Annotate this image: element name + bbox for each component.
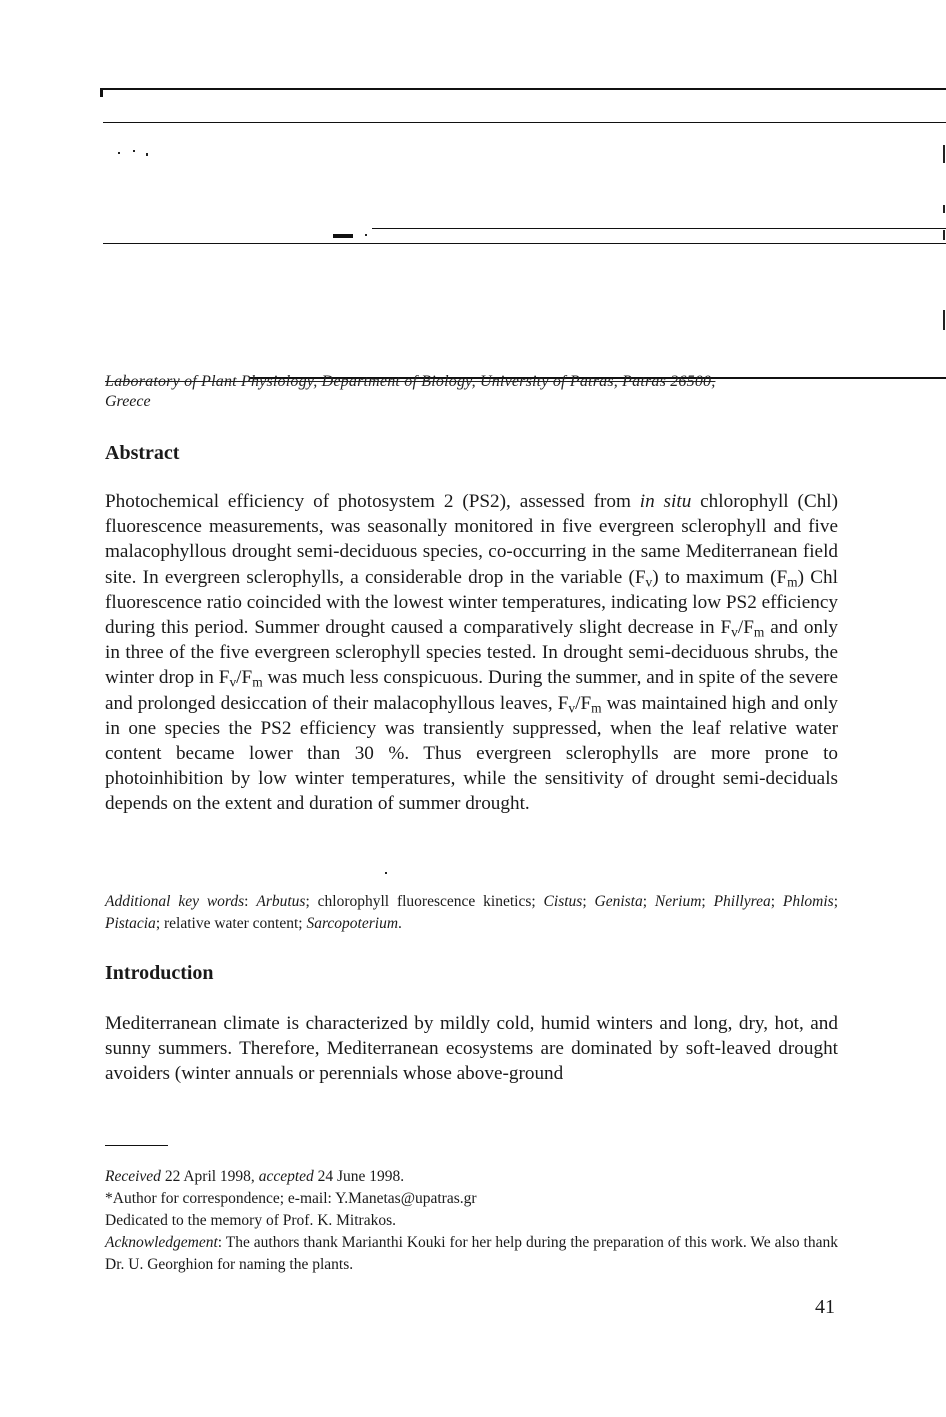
scan-speck bbox=[943, 230, 945, 240]
keyword: Phlomis bbox=[782, 893, 834, 910]
scan-speck bbox=[943, 145, 945, 163]
abstract-text: ) to maximum (F bbox=[652, 566, 788, 588]
subscript-v: v bbox=[645, 573, 653, 589]
header-rule-top-tick bbox=[100, 88, 103, 97]
acknowledgement bbox=[105, 1232, 838, 1276]
received-date: 22 April 1998, bbox=[160, 1168, 259, 1185]
abstract-body bbox=[105, 489, 838, 817]
scan-speck bbox=[943, 310, 945, 330]
scan-speck bbox=[118, 152, 120, 154]
keyword: Cistus bbox=[543, 893, 583, 910]
abstract-heading: Abstract bbox=[105, 442, 180, 464]
dedication-line: Dedicated to the memory of Prof. K. Mitrakos. bbox=[105, 1212, 396, 1229]
keywords-sep: : bbox=[244, 893, 257, 910]
keywords-sep: ; relative water content; bbox=[155, 915, 307, 932]
abstract-text: /F bbox=[575, 692, 592, 714]
keywords-sep: ; bbox=[582, 893, 595, 910]
received-label: Received bbox=[105, 1168, 161, 1185]
header-rule-tick bbox=[333, 234, 353, 238]
abstract-text: chlorophyll (Chl) fluorescence measurements, was seasonally monitored in five evergreen sclerophyll and five malacophyllous drought semi-deciduous species, co-occurring in the same Mediterranean field site. In evergreen sclerophylls, a considerable drop in the variable (F bbox=[105, 491, 839, 588]
acknowledgement-label: Acknowledgement bbox=[105, 1234, 218, 1251]
scan-speck bbox=[365, 234, 367, 236]
scan-speck bbox=[146, 153, 148, 156]
keyword: Phillyrea bbox=[713, 893, 771, 910]
abstract-text: and only in three of the five evergreen sclerophyll species tested. In drought semi-deciduous shrubs, the winter drop in F bbox=[105, 617, 838, 689]
introduction-text: Mediterranean climate is characterized by mildly cold, humid winters and long, dry, hot, and sunny summers. Therefore, Mediterranean ecosystems are dominated by soft-leaved drought avoiders (winter annuals or perennials whose above-ground bbox=[105, 1013, 838, 1085]
keyword: Genista bbox=[594, 893, 643, 910]
abstract-text: /F bbox=[236, 667, 253, 689]
keyword: Nerium bbox=[654, 893, 702, 910]
abstract-text: was maintained high and only in one species the PS2 efficiency was transiently suppressed, when the leaf relative water content became lower than 30 %. Thus evergreen sclerophylls are more prone to photoinhibition by low winter temperatures, while the sensitivity of drought semi-deciduals depends on the extent and duration of summer drought. bbox=[105, 692, 838, 815]
keyword: Arbutus bbox=[256, 893, 306, 910]
subscript-m: m bbox=[591, 699, 602, 715]
header-rule-3 bbox=[372, 228, 946, 229]
acknowledgement-text: : The authors thank Marianthi Kouki for her help during the preparation of this work. We also thank Dr. U. Georghion for naming the plants. bbox=[105, 1234, 838, 1273]
scan-speck bbox=[943, 205, 945, 213]
affiliation-country: Greece bbox=[105, 393, 151, 410]
footnotes bbox=[105, 1166, 838, 1276]
subscript-v: v bbox=[731, 624, 738, 640]
keywords-sep: ; bbox=[833, 893, 839, 910]
subscript-v: v bbox=[229, 674, 237, 690]
keyword: Pistacia bbox=[105, 915, 156, 932]
abstract-text: /F bbox=[737, 617, 754, 639]
subscript-m: m bbox=[753, 624, 765, 640]
keywords-sep: ; bbox=[770, 893, 783, 910]
page-number: 41 bbox=[815, 1296, 835, 1318]
header-rule-4 bbox=[103, 243, 946, 244]
abstract-text-italic: in situ bbox=[639, 491, 692, 512]
header-rule-2 bbox=[103, 122, 946, 123]
footnote-separator bbox=[105, 1145, 168, 1146]
correspondence-line: *Author for correspondence; e-mail: Y.Manetas@upatras.gr bbox=[105, 1190, 477, 1207]
accepted-label: accepted bbox=[258, 1168, 314, 1185]
subscript-m: m bbox=[787, 573, 798, 589]
affiliation bbox=[105, 372, 840, 412]
keywords-sep: ; chlorophyll fluorescence kinetics; bbox=[305, 893, 544, 910]
introduction-heading: Introduction bbox=[105, 962, 214, 984]
abstract-text: Photochemical efficiency of photosystem 2 (PS2), assessed from bbox=[105, 491, 640, 512]
keywords-label: Additional key words bbox=[105, 893, 245, 910]
keywords-sep: ; bbox=[701, 893, 714, 910]
affiliation-line: Laboratory of Plant Physiology, Department of Biology, University of Patras, Patras 26500, bbox=[105, 373, 716, 390]
received-line bbox=[105, 1166, 838, 1188]
subscript-m: m bbox=[252, 674, 263, 690]
abstract-text: was much less conspicuous. During the summer, and in spite of the severe and prolonged desiccation of their malacophyllous leaves, F bbox=[105, 667, 838, 714]
scan-speck bbox=[385, 872, 387, 874]
scan-speck bbox=[133, 150, 135, 152]
keywords-sep: ; bbox=[642, 893, 655, 910]
keywords-sep: . bbox=[398, 915, 402, 932]
introduction-body bbox=[105, 1011, 838, 1087]
header-rule-top bbox=[100, 88, 946, 90]
accepted-date: 24 June 1998. bbox=[313, 1168, 405, 1185]
abstract-text: ) Chl fluorescence ratio coincided with the lowest winter temperatures, indicating low PS2 efficiency during this period. Summer drought caused a comparatively slight decrease in F bbox=[105, 566, 838, 639]
keyword: Sarcopoterium bbox=[306, 915, 399, 932]
subscript-v: v bbox=[568, 699, 576, 715]
keywords bbox=[105, 891, 838, 935]
